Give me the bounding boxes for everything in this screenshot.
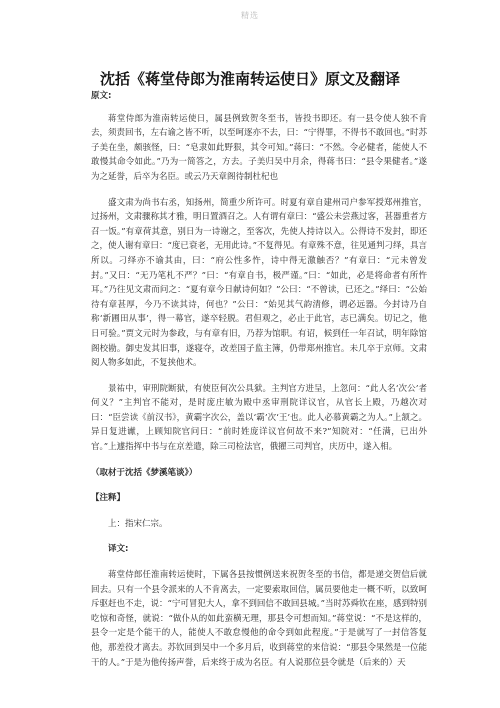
original-paragraph-2: 盛文肃为尚书右丞，知扬州，简重少所许可。时夏有章自建州司户参军授郑州推官，过扬州，文肃骤称其才雅，明日置酒召之。人有谓有章曰：“盛公未尝燕过客，甚器重者方召一饭。”有章荷其意，别日为一诗谢之，至客次，先使人持诗以入。公得诗不发封，即还之，使人谢有章曰：“度已衰老，无用此诗。”不复得见。有章殊不意，往见通判刁绎，具言所以。刁绎亦不谕其由，曰：“府公性多忤，诗中得无激触否？”有章曰：“元未曾发封。”又曰：“无乃笔札不严？”曰：“有章自书，极严谨。”曰：“如此，必是将命者有所忤耳。”乃往见文肃而问之：“夏有章今日献诗何如？”公曰：“不曾读，已还之。”绎曰：“公始待有章甚厚，今乃不读其诗，何也？”公曰：“始见其气韵清修，谓必远器。今封诗乃自称‘新圃田从事’，得一幕官，遂卒轻脱。君但观之，必止于此官，志已满矣。切记之，他日可验。”贾文元时为参政，与有章有旧，乃荐为馆职。有诏，候到任一年召试，明年除馆阁校勘。御史发其旧事，遂寝夺，改差国子监主簿，仍带郑州推官。未几卒于京师。文肃阅人物多如此，不复挟他术。 (91, 197, 427, 369)
document-title: 沈括《蒋堂侍郎为淮南转运使日》原文及翻译 (99, 70, 400, 88)
watermark-text: 精选 (241, 11, 259, 20)
notes-label: 【注释】 (91, 493, 126, 504)
source-note: （取材于沈括《梦溪笔谈》） (91, 467, 198, 478)
note-line: 上：指宋仁宗。 (108, 518, 168, 529)
translation-label: 译文: (108, 544, 129, 555)
original-paragraph-1: 蒋堂侍郎为淮南转运使日，属县例致贺冬至书，皆投书即还。有一县令使人独不肯去，须责回书，左右谕之皆不听，以至呵逐亦不去，曰：“宁得罪，不得书不敢回也。”时苏子美在坐，颇骇怪，曰：“皂隶如此野狠，其令可知。”蒋曰：“不然。令必健者，能使人不敢慢其命令如此。”乃为一简答之，方去。子美归吴中月余，得蒋书曰：“县令果健者。”遂为之延誉，后卒为名臣。或云乃天章阁待制杜杞也 (91, 113, 427, 182)
original-paragraph-3: 景祐中，审刑院断狱，有使臣何次公具狱。主判官方进呈，上忽问：“此人名‘次公’者何义？”主判官不能对，是时庞庄敏为殿中丞审刑院详议官，从官长上殿，乃越次对曰：“臣尝读《前汉书》，黄霸字次公，盖以‘霸’次‘王’也。此人必慕黄霸之为人。”上颔之。异日复进谳，上顾知院官问曰：“前时姓庞详议官何故不来?”知院对：“任满，已出外官。”上遽指挥中书与在京差遣，除三司检法官，俄擢三司判官，庆历中，遂入相。 (91, 383, 427, 453)
document-body (91, 89, 427, 670)
original-label: 原文: (91, 91, 112, 101)
translation-paragraph-1: 蒋堂侍郎任淮南转运使时，下属各县按惯例送来祝贺冬至的书信，都是递交贺信后就回去。只有一个县令派来的人不肯离去，一定要索取回信，属员要他走一概不听，以致呵斥驱赶也不走，说：“宁可冒犯大人，拿不到回信不敢回县城。”当时苏舜钦在座，感到特别吃惊和奇怪，就说：“做仆从的如此蛮横无理，那县令可想而知。”蒋堂说：“不是这样的，县令一定是个能干的人，能使人不敢怠慢他的命令到如此程度。”于是就写了一封信答复他，那差役才离去。苏钦回到吴中一个多月后，收到蒋堂的来信说：“那县令果然是一位能干的人。”于是为他传扬声誉，后来终于成为名臣。有人说那位县令就是（后来的）天 (91, 570, 427, 668)
